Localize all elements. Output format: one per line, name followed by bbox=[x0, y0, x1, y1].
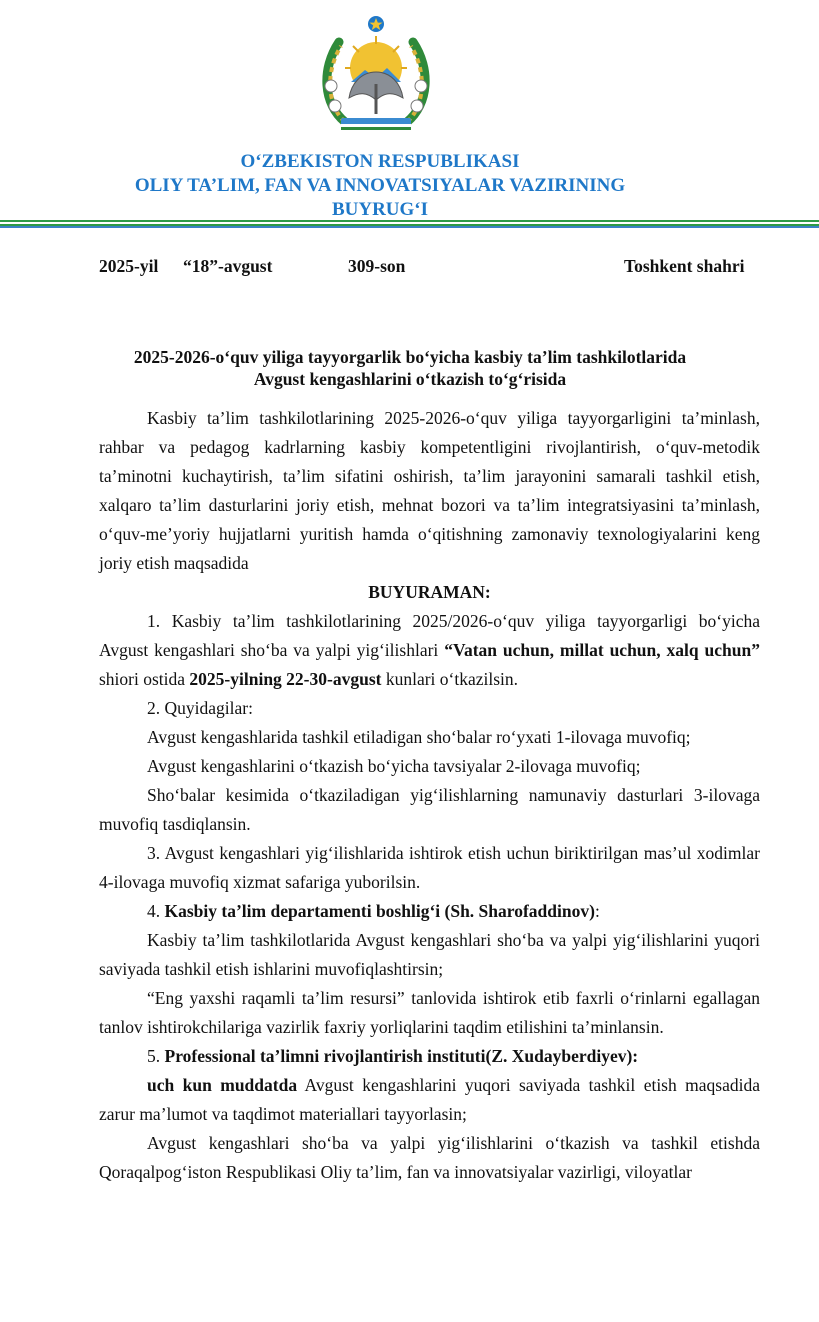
item-4-b: “Eng yaxshi raqamli ta’lim resursi” tanlovida ishtirok etib faxrli o‘rinlarni egallagan tanlov ishtirokchilariga vazirlik faxriy yorliqlarini taqdim etilishini ta’minlansin. bbox=[99, 988, 760, 1037]
ministry-header bbox=[60, 150, 700, 222]
item-5-b: Avgust kengashlari sho‘ba va yalpi yig‘ilishlarini o‘tkazish va tashkil etishda Qoraqalpog‘iston Respublikasi Oliy ta’lim, fan va innovatsiyalar vazirligi, viloyatlar bbox=[99, 1133, 760, 1182]
document-body bbox=[99, 404, 760, 1187]
item-2-b: Avgust kengashlarini o‘tkazish bo‘yicha tavsiyalar 2-ilovaga muvofiq; bbox=[147, 756, 641, 776]
document-title bbox=[70, 346, 750, 390]
state-emblem-icon bbox=[315, 14, 437, 138]
item-2: 2. Quyidagilar: bbox=[147, 698, 253, 718]
item-5: 5. Professional ta’limni rivojlantirish instituti(Z. Xudayberdiyev): bbox=[147, 1046, 639, 1066]
title-line-2: Avgust kengashlarini o‘tkazish to‘g‘risida bbox=[253, 369, 567, 389]
header-divider bbox=[0, 220, 819, 228]
slogan: “Vatan uchun, millat uchun, xalq uchun” bbox=[444, 640, 760, 660]
event-dates: 2025-yilning 22-30-avgust bbox=[189, 669, 382, 689]
order-date: “18”-avgust bbox=[183, 256, 273, 276]
item-1: 1. Kasbiy ta’lim tashkilotlarining 2025/2026-o‘quv yiliga tayyorgarligi bo‘yicha Avgust kengashlari sho‘ba va yalpi yig‘ilishlari “Vatan uchun, millat uchun, xalq uchun” shiori ostida 2025-yilning 22-30-avgust kunlari o‘tkazilsin. bbox=[99, 611, 760, 689]
item-2-a: Avgust kengashlarida tashkil etiladigan sho‘balar ro‘yxati 1-ilovaga muvofiq; bbox=[147, 727, 691, 747]
item-2-c: Sho‘balar kesimida o‘tkaziladigan yig‘ilishlarning namunaviy dasturlari 3-ilovaga muvofiq tasdiqlansin. bbox=[99, 785, 760, 834]
order-number: 309-son bbox=[348, 256, 406, 276]
item-4-a: Kasbiy ta’lim tashkilotlarida Avgust kengashlari sho‘ba va yalpi yig‘ilishlarini yuqori saviyada tashkil etish ishlarini muvofiqlashtirsin; bbox=[99, 930, 760, 979]
header-line-2: OLIY TA’LIM, FAN VA INNOVATSIYALAR VAZIRINING bbox=[134, 175, 626, 196]
intro-paragraph: Kasbiy ta’lim tashkilotlarining 2025-2026-o‘quv yiliga tayyorgarligini ta’minlash, rahbar va pedagog kadrlarning kasbiy kompetentligini rivojlantirish, o‘quv-metodik ta’minotni kuchaytirish, ta’lim sifatini oshirish, ta’lim jarayonini samarali tashkil etish, xalqaro ta’lim dasturlarini joriy etish, mehnat bozori va ta’lim integratsiyasini ta’minlash, o‘quv-me’yoriy hujjatlarni yuritish hamda o‘qitishning zamonaviy texnologiyalarini keng joriy etish maqsadida bbox=[99, 408, 760, 573]
header-line-1: O‘ZBEKISTON RESPUBLIKASI bbox=[240, 151, 520, 172]
item-3: 3. Avgust kengashlari yig‘ilishlarida ishtirok etish uchun biriktirilgan mas’ul xodimlar 4-ilovaga muvofiq xizmat safariga yuborilsin. bbox=[99, 843, 760, 892]
item-5-a: uch kun muddatda Avgust kengashlarini yuqori saviyada tashkil etish maqsadida zarur ma’lumot va taqdimot materiallari tayyorlasin; bbox=[99, 1075, 760, 1124]
header-line-3: BUYRUG‘I bbox=[331, 199, 429, 220]
order-city: Toshkent shahri bbox=[624, 256, 745, 276]
title-line-1: 2025-2026-o‘quv yiliga tayyorgarlik bo‘yicha kasbiy ta’lim tashkilotlarida bbox=[133, 347, 687, 367]
item-4: 4. Kasbiy ta’lim departamenti boshlig‘i (Sh. Sharofaddinov): bbox=[147, 901, 600, 921]
order-year: 2025-yil bbox=[99, 256, 159, 276]
order-heading: BUYURAMAN: bbox=[368, 582, 491, 602]
